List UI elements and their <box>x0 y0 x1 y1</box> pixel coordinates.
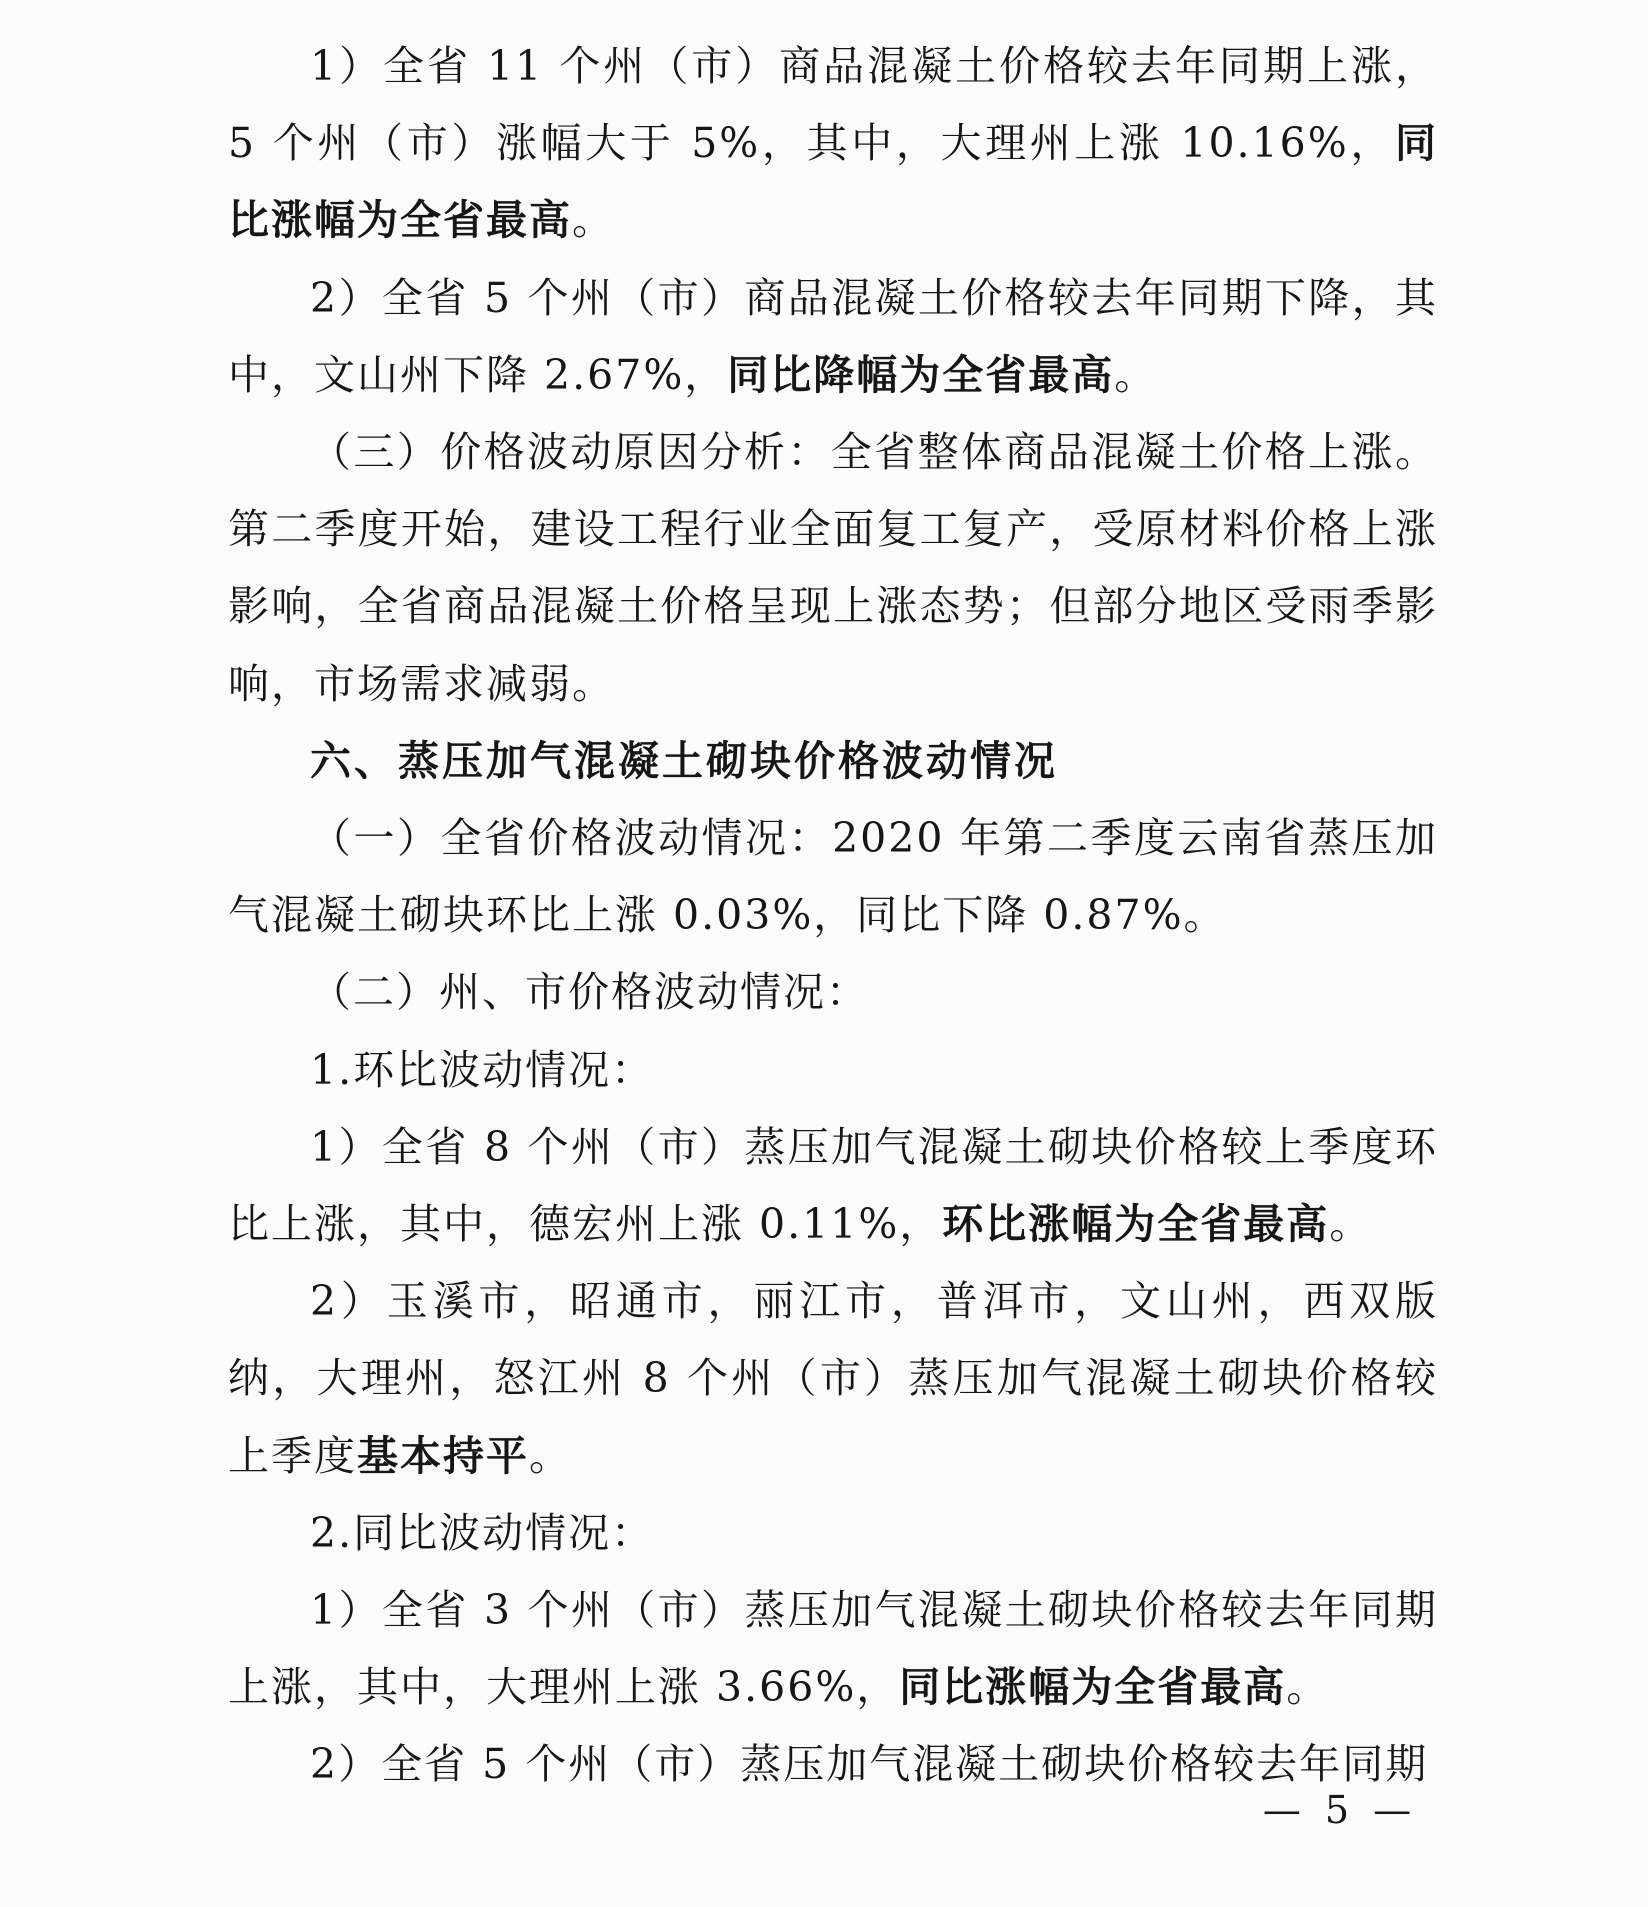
text-segment: 1）全省 3 个州（市）蒸压加气混凝土砌块价格较去年同期上涨，其中，大理州上涨 3.66%， <box>228 1586 1438 1712</box>
bold-text: 环比涨幅为全省最高 <box>942 1200 1330 1249</box>
paragraph <box>228 1726 1438 1803</box>
paragraph <box>228 1263 1438 1495</box>
text-segment: 2）玉溪市，昭通市，丽江市，普洱市，文山州，西双版纳，大理州，怒江州 8 个州（市）蒸压加气混凝土砌块价格较上季度 <box>228 1277 1438 1480</box>
body-text <box>228 28 1438 1804</box>
bold-text: 同比降幅为全省最高 <box>727 350 1115 399</box>
paragraph <box>228 414 1438 723</box>
text-segment: 2）全省 5 个州（市）蒸压加气混凝土砌块价格较去年同期 <box>310 1740 1429 1789</box>
text-segment: （一）全省价格波动情况：2020 年第二季度云南省蒸压加气混凝土砌块环比上涨 0.03%，同比下降 0.87%。 <box>228 814 1438 940</box>
paragraph <box>228 1572 1438 1726</box>
text-segment: （二）州、市价格波动情况： <box>310 968 869 1017</box>
text-segment: 2）全省 5 个州（市）商品混凝土价格较去年同期下降，其中，文山州下降 2.67%， <box>228 273 1438 399</box>
paragraph <box>228 1109 1438 1263</box>
text-segment: 1.环比波动情况： <box>310 1045 655 1094</box>
bold-text: 六、蒸压加气混凝土砌块价格波动情况 <box>310 736 1058 785</box>
paragraph <box>228 954 1438 1031</box>
text-segment: 2.同比波动情况： <box>310 1508 655 1557</box>
text-segment: 。 <box>1114 350 1158 399</box>
text-segment: 。 <box>1329 1200 1373 1249</box>
paragraph <box>228 1032 1438 1109</box>
paragraph <box>228 800 1438 954</box>
paragraph <box>228 260 1438 414</box>
page-number: — 5 — <box>1262 1788 1418 1832</box>
bold-text: 基本持平 <box>357 1431 529 1480</box>
text-segment: 。 <box>1286 1663 1330 1712</box>
text-segment: 1）全省 11 个州（市）商品混凝土价格较去年同期上涨，5 个州（市）涨幅大于 5%，其中，大理州上涨 10.16%， <box>228 42 1438 168</box>
section-heading <box>228 723 1438 800</box>
text-segment: （三）价格波动原因分析：全省整体商品混凝土价格上涨。第二季度开始，建设工程行业全面复工复产，受原材料价格上涨影响，全省商品混凝土价格呈现上涨态势；但部分地区受雨季影响，市场需求减弱。 <box>228 428 1438 708</box>
bold-text: 同比涨幅为全省最高 <box>228 119 1438 245</box>
bold-text: 同比涨幅为全省最高 <box>899 1663 1287 1712</box>
paragraph <box>228 28 1438 260</box>
text-segment: 。 <box>572 196 615 245</box>
text-segment: 1）全省 8 个州（市）蒸压加气混凝土砌块价格较上季度环比上涨，其中，德宏州上涨 0.11%， <box>228 1122 1438 1249</box>
paragraph <box>228 1495 1438 1572</box>
text-segment: 。 <box>529 1431 572 1480</box>
